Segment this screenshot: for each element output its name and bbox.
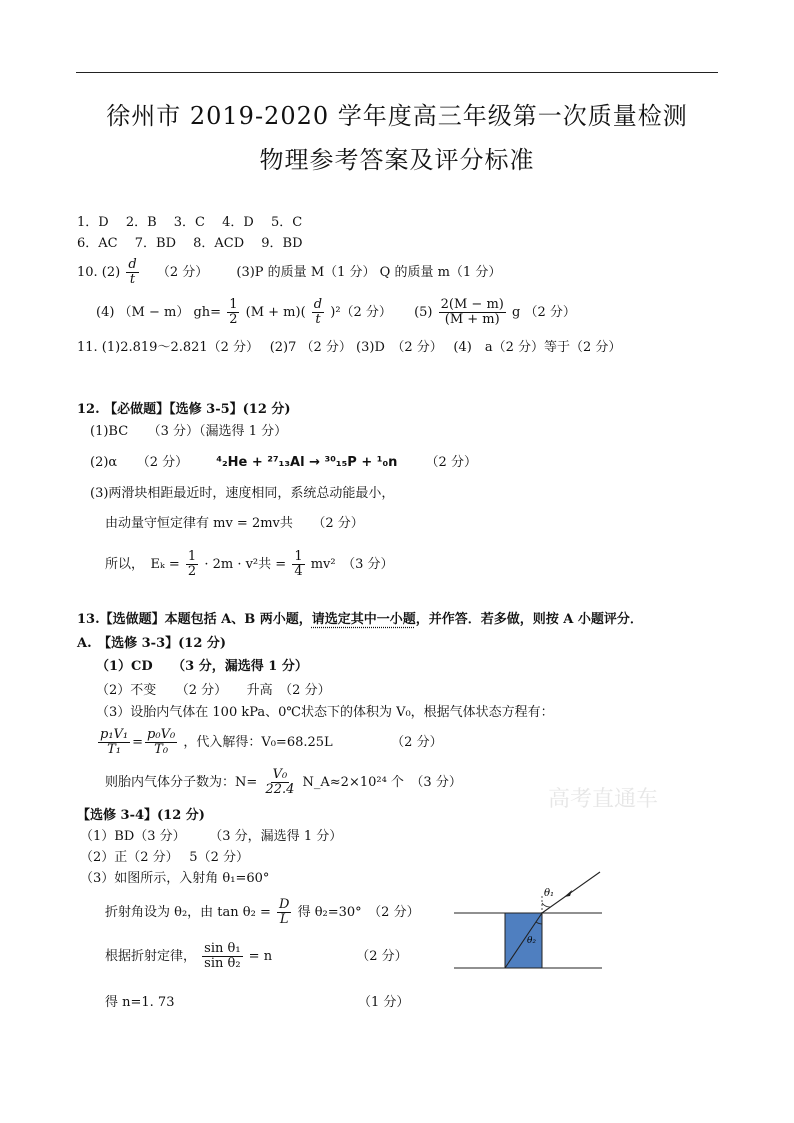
q12-part3-momentum: 由动量守恒定律有 mv = 2mv共 （2 分） — [105, 516, 364, 531]
mc-answers-line1: 1．D 2．B 3．C 4．D 5．C — [77, 215, 303, 230]
molecules-lhs: 则胎内气体分子数为：N= — [105, 775, 258, 790]
q13b-part2: （2）正（2 分） 5（2 分） — [80, 850, 249, 865]
q13-heading — [77, 612, 643, 628]
fraction-p0v0-t0: $\frac{\text{p₀V₀}}{\text{T₀}}$ — [147, 727, 176, 757]
q12-part3-energy — [105, 550, 394, 579]
q13a-result: ，代入解得：V₀=68.25L （2 分） — [183, 735, 443, 750]
snell-score: （2 分） — [356, 949, 408, 964]
fraction-d-over-t-2: $\frac{d}{t}$ — [313, 297, 323, 327]
q10-score1: （2 分） — [156, 265, 209, 280]
theta1-arc — [542, 903, 550, 907]
molecules-rhs: N_A≈2×10²⁴ 个 （3 分） — [302, 775, 462, 790]
q13a-part2: （2）不变 （2 分） 升高 （2 分） — [96, 683, 331, 698]
fraction-one-quarter: $\frac{1}{4}$ — [294, 549, 303, 579]
q12-part3: (3)两滑块相距最近时，速度相同，系统总动能最小， — [90, 486, 395, 501]
nuclear-equation: ⁴₂He + ²⁷₁₃Al → ³⁰₁₅P + ¹₀n — [216, 455, 398, 470]
q12-part2-answer: (2)α （2 分） — [90, 455, 189, 470]
fraction-d-over-t: $\frac{d}{t}$ — [128, 257, 137, 287]
tan-rhs: 得 θ₂=30° （2 分） — [297, 905, 420, 920]
fraction-mass-ratio: $\frac{2(M - m)}{(M + m)}$ — [440, 297, 504, 327]
q13b-result-score: （1 分） — [358, 995, 410, 1010]
q12-part1: (1)BC （3 分）（漏选得 1 分） — [90, 424, 288, 439]
q10-part4-c: )²（2 分） — [330, 305, 392, 320]
fraction-one-half: $\frac{1}{2}$ — [187, 549, 197, 579]
snell-label: 根据折射定律， — [105, 949, 197, 964]
q13-heading-emphasis: 请选定其中一小题 — [311, 612, 416, 627]
theta2-label: θ₂ — [527, 936, 537, 946]
q10-part4-b: (M + m)( — [245, 305, 306, 320]
q13a-gas-equation — [96, 728, 443, 757]
fraction-d-over-l: $\frac{D}{L}$ — [279, 897, 290, 927]
q13b-result: 得 n=1. 73 — [105, 995, 175, 1010]
q13-heading-a: 13.【选做题】本题包括 A、B 两小题， — [77, 612, 312, 627]
q13b-heading: 【选修 3-4】(12 分) — [77, 808, 205, 823]
q13b-refraction-angle — [105, 898, 420, 927]
q10-line2 — [96, 298, 576, 327]
fraction-p1v1-t1: $\frac{\text{p₁V₁}}{\text{T₁}}$ — [100, 727, 129, 757]
energy-mid: · 2m · v²共 = — [204, 557, 287, 572]
q10-number: 10. (2) — [77, 265, 121, 280]
theta1-label: θ₁ — [544, 888, 555, 899]
snell-rhs: = n — [248, 949, 273, 964]
energy-lhs: 所以， Eₖ = — [105, 557, 180, 572]
fraction-half: $\frac{1}{2}$ — [229, 297, 238, 327]
fraction-v0-22-4: $\frac{\text{V₀}}{22.4}$ — [265, 767, 295, 797]
page-subtitle: 物理参考答案及评分标准 — [259, 146, 535, 174]
q10-part4-a: (4) （M − m） gh= — [96, 305, 222, 320]
q13a-heading: A. 【选修 3-3】(12 分) — [77, 636, 227, 651]
tan-lhs: 折射角设为 θ₂，由 tan θ₂ = — [105, 905, 271, 920]
q13b-part1: （1）BD（3 分） （3 分，漏选得 1 分） — [80, 829, 343, 844]
equals-sign: = — [132, 735, 144, 750]
q12-part2 — [90, 455, 477, 471]
ray-arrow-icon — [564, 890, 572, 897]
q13a-molecules — [105, 768, 462, 797]
refraction-diagram — [452, 866, 612, 976]
q13-heading-b: ，并作答．若多做，则按 A 小题评分． — [415, 612, 643, 627]
q10-line1 — [77, 258, 501, 287]
q10-part5: (5) — [414, 305, 433, 320]
q11-line: 11. (1)2.819～2.821（2 分） (2)7 （2 分） (3)D （2 分） (4) a（2 分）等于（2 分） — [77, 340, 622, 355]
mc-answers-line2: 6．AC 7．BD 8．ACD 9．BD — [77, 236, 303, 251]
top-rule — [76, 72, 718, 73]
q12-part2-score: （2 分） — [425, 455, 477, 470]
q10-part5-b: g （2 分） — [512, 305, 576, 320]
q13b-snell-law — [105, 942, 408, 971]
q12-heading: 12. 【必做题】【选修 3-5】(12 分) — [77, 402, 291, 417]
watermark: 高考直通车 — [548, 787, 659, 812]
q10-part3: (3)P 的质量 M（1 分） Q 的质量 m（1 分） — [236, 265, 502, 280]
q13a-part3: （3）设胎内气体在 100 kPa、0℃状态下的体积为 V₀，根据气体状态方程有： — [96, 705, 554, 720]
page-title: 徐州市 2019-2020 学年度高三年级第一次质量检测 — [106, 102, 688, 130]
fraction-sin-ratio: $\frac{\text{sin θ₁}}{\text{sin θ₂}}$ — [204, 941, 241, 971]
q13a-part1: （1）CD （3 分，漏选得 1 分） — [96, 659, 308, 674]
energy-rhs: mv² （3 分） — [310, 557, 394, 572]
q13b-part3: （3）如图所示，入射角 θ₁=60° — [80, 871, 270, 886]
